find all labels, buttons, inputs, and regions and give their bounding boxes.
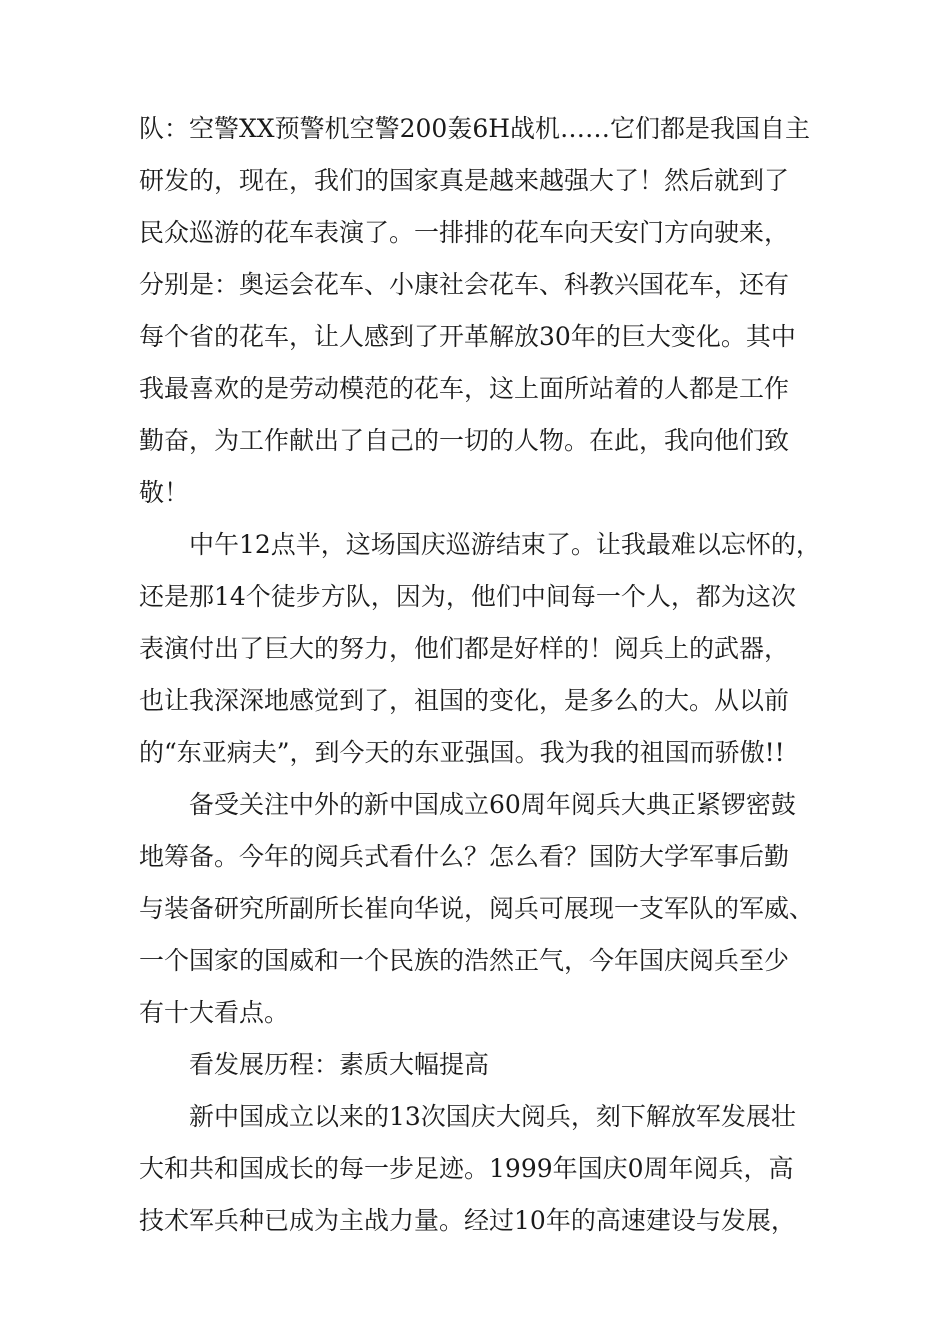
paragraph-first-line: 备受关注中外的新中国成立60周年阅兵大典正紧锣密鼓 [189,790,796,819]
text-line: 与装备研究所副所长崔向华说，阅兵可展现一支军队的军威、 [139,894,815,923]
text-line: 有十大看点。 [139,998,290,1027]
paragraph-first-line: 中午12点半，这场国庆巡游结束了。让我最难以忘怀的， [189,530,821,559]
text-line: 每个省的花车，让人感到了开革解放30年的巨大变化。其中 [139,322,796,351]
paragraph-first-line: 看发展历程：素质大幅提高 [189,1050,490,1079]
text-line: 的“东亚病夫”，到今天的东亚强国。我为我的祖国而骄傲!! [139,738,785,767]
text-line: 队：空警XX预警机空警200轰6H战机……它们都是我国自主 [139,114,811,143]
text-line: 分别是：奥运会花车、小康社会花车、科教兴国花车，还有 [139,270,790,299]
text-line: 民众巡游的花车表演了。一排排的花车向天安门方向驶来， [139,218,790,247]
text-line: 敬！ [139,478,190,507]
document-body [139,103,839,1247]
text-line: 也让我深深地感觉到了，祖国的变化，是多么的大。从以前 [139,686,790,715]
text-line: 地筹备。今年的阅兵式看什么？怎么看？国防大学军事后勤 [139,842,790,871]
text-line: 表演付出了巨大的努力，他们都是好样的！阅兵上的武器， [139,634,790,663]
text-line: 技术军兵种已成为主战力量。经过10年的高速建设与发展， [139,1206,796,1235]
text-line: 大和共和国成长的每一步足迹。1999年国庆0周年阅兵，高 [139,1154,794,1183]
text-line: 勤奋，为工作献出了自己的一切的人物。在此，我向他们致 [139,426,790,455]
paragraph-first-line: 新中国成立以来的13次国庆大阅兵，刻下解放军发展壮 [189,1102,796,1131]
text-line: 研发的，现在，我们的国家真是越来越强大了！然后就到了 [139,166,790,195]
text-line: 我最喜欢的是劳动模范的花车，这上面所站着的人都是工作 [139,374,790,403]
text-line: 一个国家的国威和一个民族的浩然正气，今年国庆阅兵至少 [139,946,790,975]
text-line: 还是那14个徒步方队，因为，他们中间每一个人，都为这次 [139,582,796,611]
